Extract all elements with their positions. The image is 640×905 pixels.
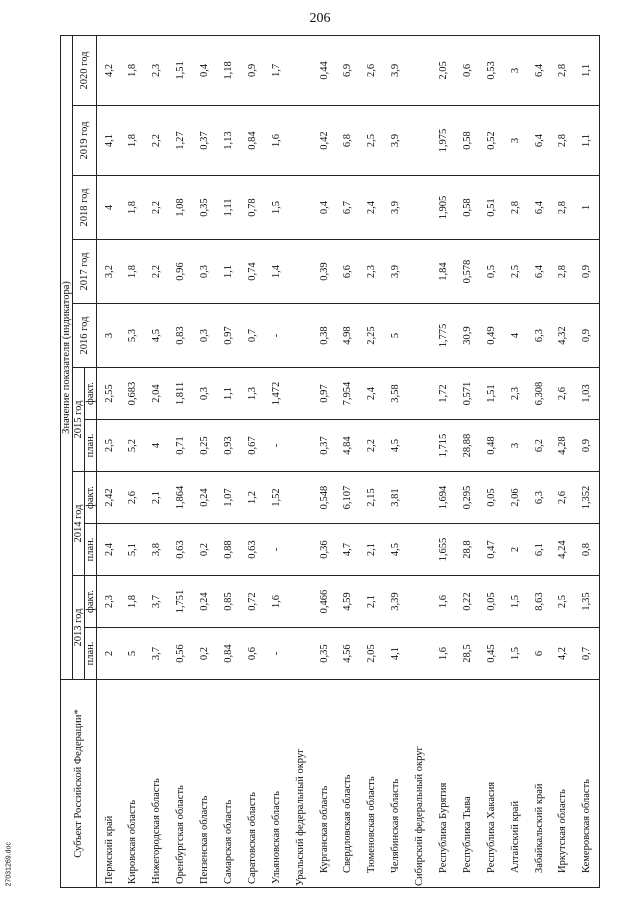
value-cell: 6,3 xyxy=(527,472,551,524)
value-cell: 0,4 xyxy=(193,35,217,105)
table-row xyxy=(432,35,456,887)
subject-name: Саратовская область xyxy=(240,680,264,888)
value-cell: 1,7 xyxy=(264,35,288,105)
value-cell: 4,84 xyxy=(336,420,360,472)
value-cell: 6 xyxy=(527,628,551,680)
value-cell: 0,466 xyxy=(312,576,336,628)
value-cell: 1,51 xyxy=(479,368,503,420)
value-cell: 0,37 xyxy=(193,106,217,176)
value-cell: 2,06 xyxy=(503,472,527,524)
value-cell xyxy=(288,576,312,628)
value-cell: 0,78 xyxy=(240,176,264,240)
value-cell: 4,5 xyxy=(145,304,169,368)
subject-name: Пермский край xyxy=(97,680,122,888)
value-cell: 1,11 xyxy=(217,176,241,240)
value-cell: 0,93 xyxy=(217,420,241,472)
value-cell: 6,1 xyxy=(527,524,551,576)
value-cell: 0,37 xyxy=(312,420,336,472)
plan-header: план. xyxy=(85,420,97,472)
value-cell: 1,6 xyxy=(264,106,288,176)
subject-name: Республика Бурятия xyxy=(432,680,456,888)
value-cell: 6,3 xyxy=(527,304,551,368)
value-cell: 1,18 xyxy=(217,35,241,105)
value-cell: 0,67 xyxy=(240,420,264,472)
plan-header: план. xyxy=(85,628,97,680)
table-row xyxy=(336,35,360,887)
value-cell: 2,4 xyxy=(360,368,384,420)
value-cell: 6,107 xyxy=(336,472,360,524)
value-cell: 0,2 xyxy=(193,628,217,680)
value-cell: 1,905 xyxy=(432,176,456,240)
value-cell: 0,97 xyxy=(217,304,241,368)
value-cell: 1,655 xyxy=(432,524,456,576)
value-cell: 2,5 xyxy=(503,240,527,304)
value-cell: 5,2 xyxy=(121,420,145,472)
rotated-table-container xyxy=(60,36,600,888)
fact-header: факт. xyxy=(85,472,97,524)
value-cell: - xyxy=(264,628,288,680)
subject-name: Иркутская область xyxy=(551,680,575,888)
value-cell: 1,8 xyxy=(121,240,145,304)
value-cell: 0,9 xyxy=(240,35,264,105)
value-cell xyxy=(288,368,312,420)
value-cell: 4 xyxy=(145,420,169,472)
value-cell: 0,5 xyxy=(479,240,503,304)
value-cell: 0,58 xyxy=(455,106,479,176)
value-cell: 1,5 xyxy=(503,576,527,628)
value-cell: 2,25 xyxy=(360,304,384,368)
subject-name: Свердловская область xyxy=(336,680,360,888)
table-body xyxy=(97,35,600,887)
value-cell: 2,3 xyxy=(503,368,527,420)
subject-name: Алтайский край xyxy=(503,680,527,888)
value-cell: 0,548 xyxy=(312,472,336,524)
value-cell: 4,2 xyxy=(97,35,122,105)
value-cell: 0,24 xyxy=(193,472,217,524)
value-cell: 2,1 xyxy=(360,524,384,576)
value-cell: 0,6 xyxy=(455,35,479,105)
value-cell: 1,775 xyxy=(432,304,456,368)
value-cell: 0,72 xyxy=(240,576,264,628)
value-cell: 2,4 xyxy=(360,176,384,240)
value-cell: 0,295 xyxy=(455,472,479,524)
value-cell xyxy=(288,628,312,680)
value-cell: 0,683 xyxy=(121,368,145,420)
value-cell: 3,8 xyxy=(145,524,169,576)
value-cell xyxy=(288,524,312,576)
value-cell xyxy=(288,472,312,524)
value-cell: 2,2 xyxy=(145,176,169,240)
value-cell: 6,6 xyxy=(336,240,360,304)
value-cell: 1,08 xyxy=(169,176,193,240)
value-cell: 6,308 xyxy=(527,368,551,420)
year-header: 2018 год xyxy=(73,176,97,240)
value-cell: 0,2 xyxy=(193,524,217,576)
value-cell: 0,71 xyxy=(169,420,193,472)
value-cell: 0,51 xyxy=(479,176,503,240)
value-cell: 0,35 xyxy=(312,628,336,680)
value-cell: 0,53 xyxy=(479,35,503,105)
value-cell: 2,1 xyxy=(145,472,169,524)
value-cell: 5,1 xyxy=(121,524,145,576)
region-row xyxy=(408,35,432,887)
subject-name: Кемеровская область xyxy=(575,680,600,888)
value-cell: 0,9 xyxy=(575,420,600,472)
value-cell: 6,4 xyxy=(527,176,551,240)
table-row xyxy=(503,35,527,887)
value-cell xyxy=(408,106,432,176)
value-cell: 2,6 xyxy=(360,35,384,105)
value-cell xyxy=(288,176,312,240)
value-cell: 0,3 xyxy=(193,240,217,304)
subject-name: Самарская область xyxy=(217,680,241,888)
value-cell: 4,5 xyxy=(384,420,408,472)
year-header: 2017 год xyxy=(73,240,97,304)
value-cell: 0,84 xyxy=(240,106,264,176)
value-cell: 3,9 xyxy=(384,106,408,176)
value-cell: 0,3 xyxy=(193,368,217,420)
value-cell: 5 xyxy=(384,304,408,368)
value-cell: 4,59 xyxy=(336,576,360,628)
fact-header: факт. xyxy=(85,576,97,628)
value-cell: 6,2 xyxy=(527,420,551,472)
value-cell: 0,6 xyxy=(240,628,264,680)
value-cell: 1,27 xyxy=(169,106,193,176)
value-cell: 0,63 xyxy=(240,524,264,576)
value-cell: 2,2 xyxy=(145,106,169,176)
value-cell: 6,4 xyxy=(527,106,551,176)
value-cell: 0,9 xyxy=(575,240,600,304)
value-cell: 0,47 xyxy=(479,524,503,576)
value-cell: 4,32 xyxy=(551,304,575,368)
value-cell: 0,36 xyxy=(312,524,336,576)
value-cell: 3 xyxy=(503,106,527,176)
value-cell: - xyxy=(264,304,288,368)
table-row xyxy=(217,35,241,887)
value-cell: 0,578 xyxy=(455,240,479,304)
value-cell: 0,05 xyxy=(479,472,503,524)
value-cell xyxy=(408,176,432,240)
value-cell: 3,58 xyxy=(384,368,408,420)
value-cell: 2,3 xyxy=(145,35,169,105)
value-cell: 6,4 xyxy=(527,35,551,105)
value-cell: 2,5 xyxy=(551,576,575,628)
value-cell xyxy=(408,368,432,420)
value-cell: 1,811 xyxy=(169,368,193,420)
value-cell: 3,81 xyxy=(384,472,408,524)
value-cell: 1,3 xyxy=(240,368,264,420)
value-cell: 2,6 xyxy=(551,472,575,524)
value-cell: 3,39 xyxy=(384,576,408,628)
value-cell: 3,7 xyxy=(145,576,169,628)
indicator-table xyxy=(60,35,600,888)
value-cell: 0,49 xyxy=(479,304,503,368)
subject-name: Нижегородская область xyxy=(145,680,169,888)
value-cell: 1,5 xyxy=(264,176,288,240)
value-cell: 1,07 xyxy=(217,472,241,524)
value-cell: 1,352 xyxy=(575,472,600,524)
value-cell: 0,56 xyxy=(169,628,193,680)
value-cell xyxy=(288,35,312,105)
value-cell: 4,56 xyxy=(336,628,360,680)
value-cell: 2,42 xyxy=(97,472,122,524)
table-row xyxy=(121,35,145,887)
value-cell: 0,7 xyxy=(575,628,600,680)
value-cell: 1,975 xyxy=(432,106,456,176)
year-header: 2015 год xyxy=(73,368,85,472)
value-cell xyxy=(288,420,312,472)
value-cell: 0,52 xyxy=(479,106,503,176)
value-cell: 0,38 xyxy=(312,304,336,368)
value-cell: - xyxy=(264,524,288,576)
value-cell: 1,2 xyxy=(240,472,264,524)
value-cell: 2,05 xyxy=(432,35,456,105)
value-cell xyxy=(408,628,432,680)
value-cell: 3 xyxy=(97,304,122,368)
table-row xyxy=(479,35,503,887)
table-row xyxy=(97,35,122,887)
value-cell: 0,97 xyxy=(312,368,336,420)
value-cell: 2,8 xyxy=(503,176,527,240)
value-cell: 0,4 xyxy=(312,176,336,240)
value-cell: 0,7 xyxy=(240,304,264,368)
value-cell: 2,2 xyxy=(360,420,384,472)
region-name: Уральский федеральный округ xyxy=(288,680,312,888)
value-cell: 2,15 xyxy=(360,472,384,524)
value-cell: 2,8 xyxy=(551,240,575,304)
table-row xyxy=(264,35,288,887)
table-row xyxy=(527,35,551,887)
table-row xyxy=(240,35,264,887)
subject-name: Тюменовская область xyxy=(360,680,384,888)
value-cell: 0,35 xyxy=(193,176,217,240)
value-cell: 0,8 xyxy=(575,524,600,576)
table-row xyxy=(169,35,193,887)
value-cell: 0,88 xyxy=(217,524,241,576)
value-cell: 6,7 xyxy=(336,176,360,240)
value-cell: 1 xyxy=(575,176,600,240)
value-cell: 0,84 xyxy=(217,628,241,680)
subject-name: Забайкальский край xyxy=(527,680,551,888)
value-cell: 6,8 xyxy=(336,106,360,176)
value-cell: 3 xyxy=(503,420,527,472)
value-cell: - xyxy=(264,420,288,472)
year-header: 2016 год xyxy=(73,304,97,368)
value-cell: 6,4 xyxy=(527,240,551,304)
document-filename: 27031269.doc xyxy=(5,842,13,887)
value-cell: 0,48 xyxy=(479,420,503,472)
table-row xyxy=(575,35,600,887)
value-cell: 1,715 xyxy=(432,420,456,472)
value-cell: 2,6 xyxy=(121,472,145,524)
table-row xyxy=(145,35,169,887)
value-cell: 1,6 xyxy=(264,576,288,628)
value-cell xyxy=(408,240,432,304)
value-cell: 5 xyxy=(121,628,145,680)
value-cell: 1,1 xyxy=(217,368,241,420)
value-cell: 2,4 xyxy=(97,524,122,576)
value-cell: 0,25 xyxy=(193,420,217,472)
subject-name: Ульяновская область xyxy=(264,680,288,888)
value-cell: 7,954 xyxy=(336,368,360,420)
value-cell xyxy=(408,472,432,524)
value-cell: 4,28 xyxy=(551,420,575,472)
value-cell: 0,45 xyxy=(479,628,503,680)
value-cell: 4 xyxy=(97,176,122,240)
value-cell: 1,751 xyxy=(169,576,193,628)
value-cell: 1,4 xyxy=(264,240,288,304)
value-cell: 1,8 xyxy=(121,576,145,628)
value-cell: 2,2 xyxy=(145,240,169,304)
region-name: Сибирский федеральный округ xyxy=(408,680,432,888)
value-cell: 1,35 xyxy=(575,576,600,628)
value-cell: 2,8 xyxy=(551,176,575,240)
group-title: Значение показателя (индикатора) xyxy=(61,35,73,679)
value-cell: 1,6 xyxy=(432,628,456,680)
value-cell: 2,8 xyxy=(551,35,575,105)
subject-name: Республика Тыва xyxy=(455,680,479,888)
value-cell: 1,694 xyxy=(432,472,456,524)
value-cell xyxy=(288,304,312,368)
value-cell: 2,8 xyxy=(551,106,575,176)
value-cell xyxy=(408,576,432,628)
table-row xyxy=(551,35,575,887)
value-cell: 28,8 xyxy=(455,524,479,576)
value-cell: 2,3 xyxy=(97,576,122,628)
year-header: 2014 год xyxy=(73,472,85,576)
value-cell: 2 xyxy=(503,524,527,576)
table-row xyxy=(312,35,336,887)
value-cell: 1,864 xyxy=(169,472,193,524)
value-cell: 1,52 xyxy=(264,472,288,524)
value-cell: 0,05 xyxy=(479,576,503,628)
subject-name: Оренбургская область xyxy=(169,680,193,888)
table-row xyxy=(360,35,384,887)
value-cell: 28,5 xyxy=(455,628,479,680)
value-cell: 1,8 xyxy=(121,106,145,176)
value-cell: 1,72 xyxy=(432,368,456,420)
value-cell: 4,5 xyxy=(384,524,408,576)
value-cell: 0,63 xyxy=(169,524,193,576)
value-cell: 0,96 xyxy=(169,240,193,304)
value-cell xyxy=(408,524,432,576)
value-cell: 4,1 xyxy=(384,628,408,680)
value-cell: 28,88 xyxy=(455,420,479,472)
value-cell: 2,3 xyxy=(360,240,384,304)
value-cell: 30,9 xyxy=(455,304,479,368)
year-header: 2013 год xyxy=(73,576,85,680)
value-cell: 2,05 xyxy=(360,628,384,680)
value-cell: 3 xyxy=(503,35,527,105)
value-cell: 0,83 xyxy=(169,304,193,368)
value-cell: 3,2 xyxy=(97,240,122,304)
value-cell: 8,63 xyxy=(527,576,551,628)
table-row xyxy=(193,35,217,887)
value-cell: 3,9 xyxy=(384,176,408,240)
value-cell: 1,1 xyxy=(575,106,600,176)
value-cell: 0,74 xyxy=(240,240,264,304)
subject-name: Челябинская область xyxy=(384,680,408,888)
value-cell: 0,85 xyxy=(217,576,241,628)
value-cell: 4,24 xyxy=(551,524,575,576)
value-cell: 1,1 xyxy=(575,35,600,105)
value-cell xyxy=(408,35,432,105)
value-cell: 1,51 xyxy=(169,35,193,105)
subject-header: Субъект Российской Федерации* xyxy=(61,680,97,888)
value-cell xyxy=(288,240,312,304)
value-cell: 0,42 xyxy=(312,106,336,176)
value-cell: 0,44 xyxy=(312,35,336,105)
fact-header: факт. xyxy=(85,368,97,420)
value-cell: 4,1 xyxy=(97,106,122,176)
value-cell: 3,7 xyxy=(145,628,169,680)
plan-header: план. xyxy=(85,524,97,576)
table-row xyxy=(384,35,408,887)
value-cell: 1,8 xyxy=(121,176,145,240)
value-cell xyxy=(408,304,432,368)
value-cell xyxy=(408,420,432,472)
value-cell: 1,6 xyxy=(432,576,456,628)
value-cell: 4,2 xyxy=(551,628,575,680)
page-number: 206 xyxy=(309,11,331,26)
value-cell: 3,9 xyxy=(384,240,408,304)
value-cell: 0,39 xyxy=(312,240,336,304)
table-row xyxy=(455,35,479,887)
year-header: 2020 год xyxy=(73,35,97,105)
value-cell: 4,98 xyxy=(336,304,360,368)
value-cell: 5,3 xyxy=(121,304,145,368)
value-cell: 2,04 xyxy=(145,368,169,420)
value-cell: 2 xyxy=(97,628,122,680)
year-header: 2019 год xyxy=(73,106,97,176)
value-cell: 1,03 xyxy=(575,368,600,420)
subject-name: Кировская область xyxy=(121,680,145,888)
value-cell: 2,5 xyxy=(360,106,384,176)
value-cell: 2,6 xyxy=(551,368,575,420)
value-cell: 2,1 xyxy=(360,576,384,628)
subject-name: Курганская область xyxy=(312,680,336,888)
value-cell: 2,5 xyxy=(97,420,122,472)
value-cell: 0,3 xyxy=(193,304,217,368)
value-cell: 0,24 xyxy=(193,576,217,628)
value-cell: 1,84 xyxy=(432,240,456,304)
value-cell: 1,472 xyxy=(264,368,288,420)
value-cell: 1,5 xyxy=(503,628,527,680)
value-cell: 1,1 xyxy=(217,240,241,304)
value-cell: 0,58 xyxy=(455,176,479,240)
value-cell: 1,8 xyxy=(121,35,145,105)
value-cell xyxy=(288,106,312,176)
value-cell: 0,571 xyxy=(455,368,479,420)
region-row xyxy=(288,35,312,887)
value-cell: 4 xyxy=(503,304,527,368)
subject-name: Республика Хакасия xyxy=(479,680,503,888)
subject-name: Пензенская область xyxy=(193,680,217,888)
value-cell: 1,13 xyxy=(217,106,241,176)
value-cell: 3,9 xyxy=(384,35,408,105)
value-cell: 2,55 xyxy=(97,368,122,420)
value-cell: 4,7 xyxy=(336,524,360,576)
value-cell: 6,9 xyxy=(336,35,360,105)
value-cell: 0,22 xyxy=(455,576,479,628)
value-cell: 0,9 xyxy=(575,304,600,368)
